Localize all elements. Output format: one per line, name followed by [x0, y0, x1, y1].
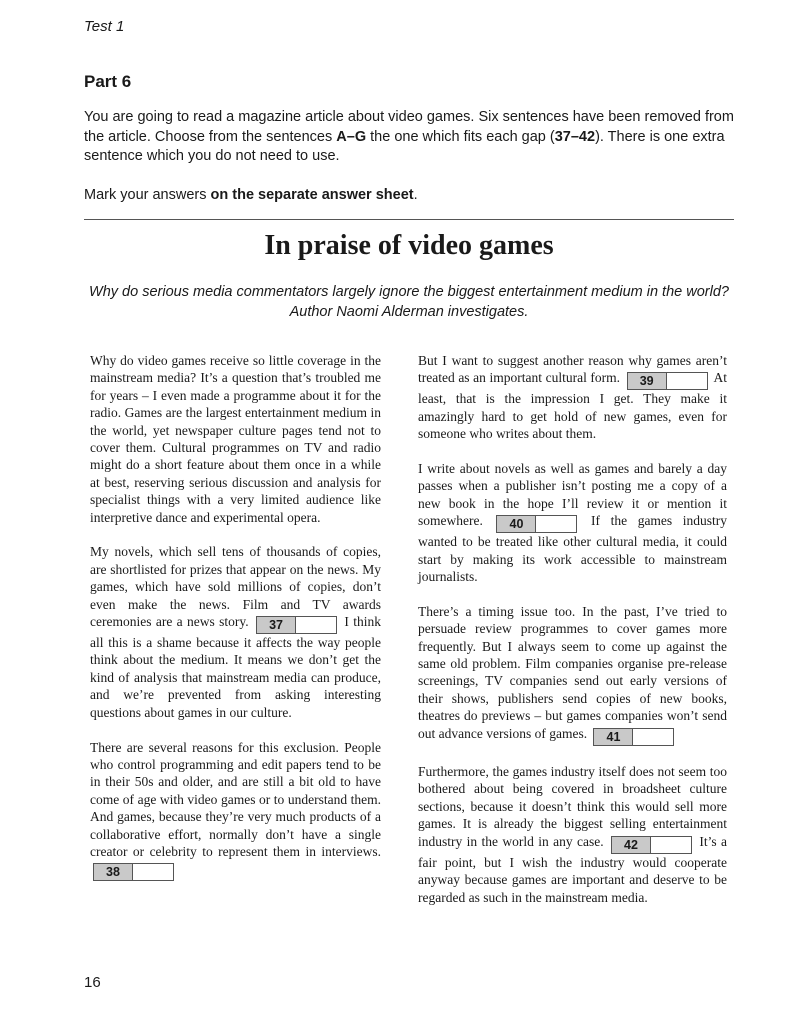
instructions-paragraph	[84, 108, 736, 167]
answer-sheet-emphasis: on the separate answer sheet	[210, 186, 414, 203]
gap-number: 40	[497, 516, 536, 532]
instructions-text: You are going to read a magazine article about video games. Six sentences have been removed from the article. Choose from the sentences	[84, 109, 734, 145]
paragraph-text: Furthermore, the games industry itself does not seem too bothered about being covered in broadsheet culture sections, because it doesn’t think this would sell more games. It is already the biggest selling entertainment industry in the world in any case.	[418, 764, 727, 849]
divider-rule	[84, 219, 734, 220]
paragraph-text: At least, that is the impression I get. They make it amazingly hard to get hold of new games, even for someone who writes about them.	[418, 370, 727, 442]
article-column-left	[90, 352, 381, 899]
article-paragraph	[90, 543, 381, 721]
gap-answer-slot[interactable]	[133, 864, 173, 880]
article-paragraph	[418, 603, 727, 746]
paragraph-text: If the games industry wanted to be treated like other cultural media, it could start by making its work accessible to mainstream journalists.	[418, 513, 728, 585]
gap-40-answer-box[interactable]	[496, 515, 577, 533]
paragraph-text: My novels, which sell tens of thousands of copies, are shortlisted for prizes that appear on the news. My games, which have sold millions of copies, don’t even make the news. Film and TV awards ceremonies are a news story.	[90, 544, 381, 630]
running-header: Test 1	[84, 18, 125, 35]
gap-number: 42	[612, 837, 651, 853]
gap-38-answer-box[interactable]	[93, 863, 174, 881]
paragraph-text: I write about novels as well as games and barely a day passes when a publisher isn’t posting me a copy of a new book in the hope I’ll review it or mention it somewhere.	[418, 461, 727, 529]
gap-answer-slot[interactable]	[633, 729, 673, 745]
paragraph-text: It’s a fair point, but I wish the industry would cooperate anyway because games are important and deserve to be regarded as such in the mainstream media.	[418, 833, 728, 905]
instructions-text: .	[413, 186, 418, 203]
article-paragraph: Why do video games receive so little coverage in the mainstream media? It’s a question that’s troubled me for years – I even made a programme about it for the radio. Games are the largest entertainment medium in the world, yet newspaper culture pages tend not to cover them. Cultural programmes on TV and radio might do a short feature about them once in a while at best, reserving serious discussion and analysis for specialist things with a very limited audience like interpretive dance and experimental opera.	[90, 353, 381, 525]
page-number: 16	[84, 974, 101, 991]
article-title: In praise of video games	[264, 230, 554, 261]
gap-number: 37	[257, 617, 296, 633]
article-paragraph	[90, 739, 381, 882]
gap-range: 37–42	[554, 128, 596, 145]
instructions-text: Mark your answers	[84, 186, 211, 203]
gap-41-answer-box[interactable]	[593, 728, 674, 746]
paragraph-text: I think all this is a shame because it affects the way people think about the medium. It means we don’t get the kind of analysis that mainstream media can produce, and we’re prevented from asking interesting questions about games in our culture.	[90, 614, 382, 720]
article-paragraph	[418, 763, 727, 906]
instructions-text: ). There is one extra sentence which you do not need to use.	[84, 128, 725, 164]
gap-number: 41	[594, 729, 633, 745]
gap-number: 38	[94, 864, 133, 880]
gap-number: 39	[628, 373, 667, 389]
sentence-range: A–G	[336, 128, 367, 145]
gap-42-answer-box[interactable]	[611, 836, 692, 854]
paragraph-text: There are several reasons for this exclusion. People who control programming and edit papers tend to be in their 50s and older, and are still a bit old to have come of age with video games or to understand them. And games, because they’re very much products of a collaborative effort, normally don’t have a single creator or celebrity to represent them in interviews.	[90, 739, 381, 859]
gap-39-answer-box[interactable]	[627, 372, 708, 390]
paragraph-text: There’s a timing issue too. In the past, I’ve tried to persuade review programmes to cover games more frequently. But I always seem to come up against the same old problem. Film companies organise pre-release screenings, TV companies send out early versions of their shows, publishers send copies of new books, theatres do previews – but games companies won’t send out advance versions of games.	[418, 603, 727, 741]
gap-answer-slot[interactable]	[651, 837, 691, 853]
gap-answer-slot[interactable]	[667, 373, 707, 389]
paragraph-text: But I want to suggest another reason why games aren’t treated as an important cultural form.	[418, 353, 727, 386]
task-instructions	[84, 108, 736, 205]
gap-answer-slot[interactable]	[536, 516, 576, 532]
instructions-text: the one which fits each gap (	[366, 128, 555, 145]
part-title: Part 6	[84, 72, 132, 91]
article-paragraph	[418, 460, 727, 585]
article-column-right	[418, 352, 727, 923]
article-standfirst: Why do serious media commentators largely ignore the biggest entertainment medium in the world? Author Naomi Alderman investigates.	[89, 284, 729, 320]
answer-instructions	[84, 186, 736, 206]
gap-answer-slot[interactable]	[296, 617, 336, 633]
gap-37-answer-box[interactable]	[256, 616, 337, 634]
article-paragraph	[418, 352, 727, 443]
